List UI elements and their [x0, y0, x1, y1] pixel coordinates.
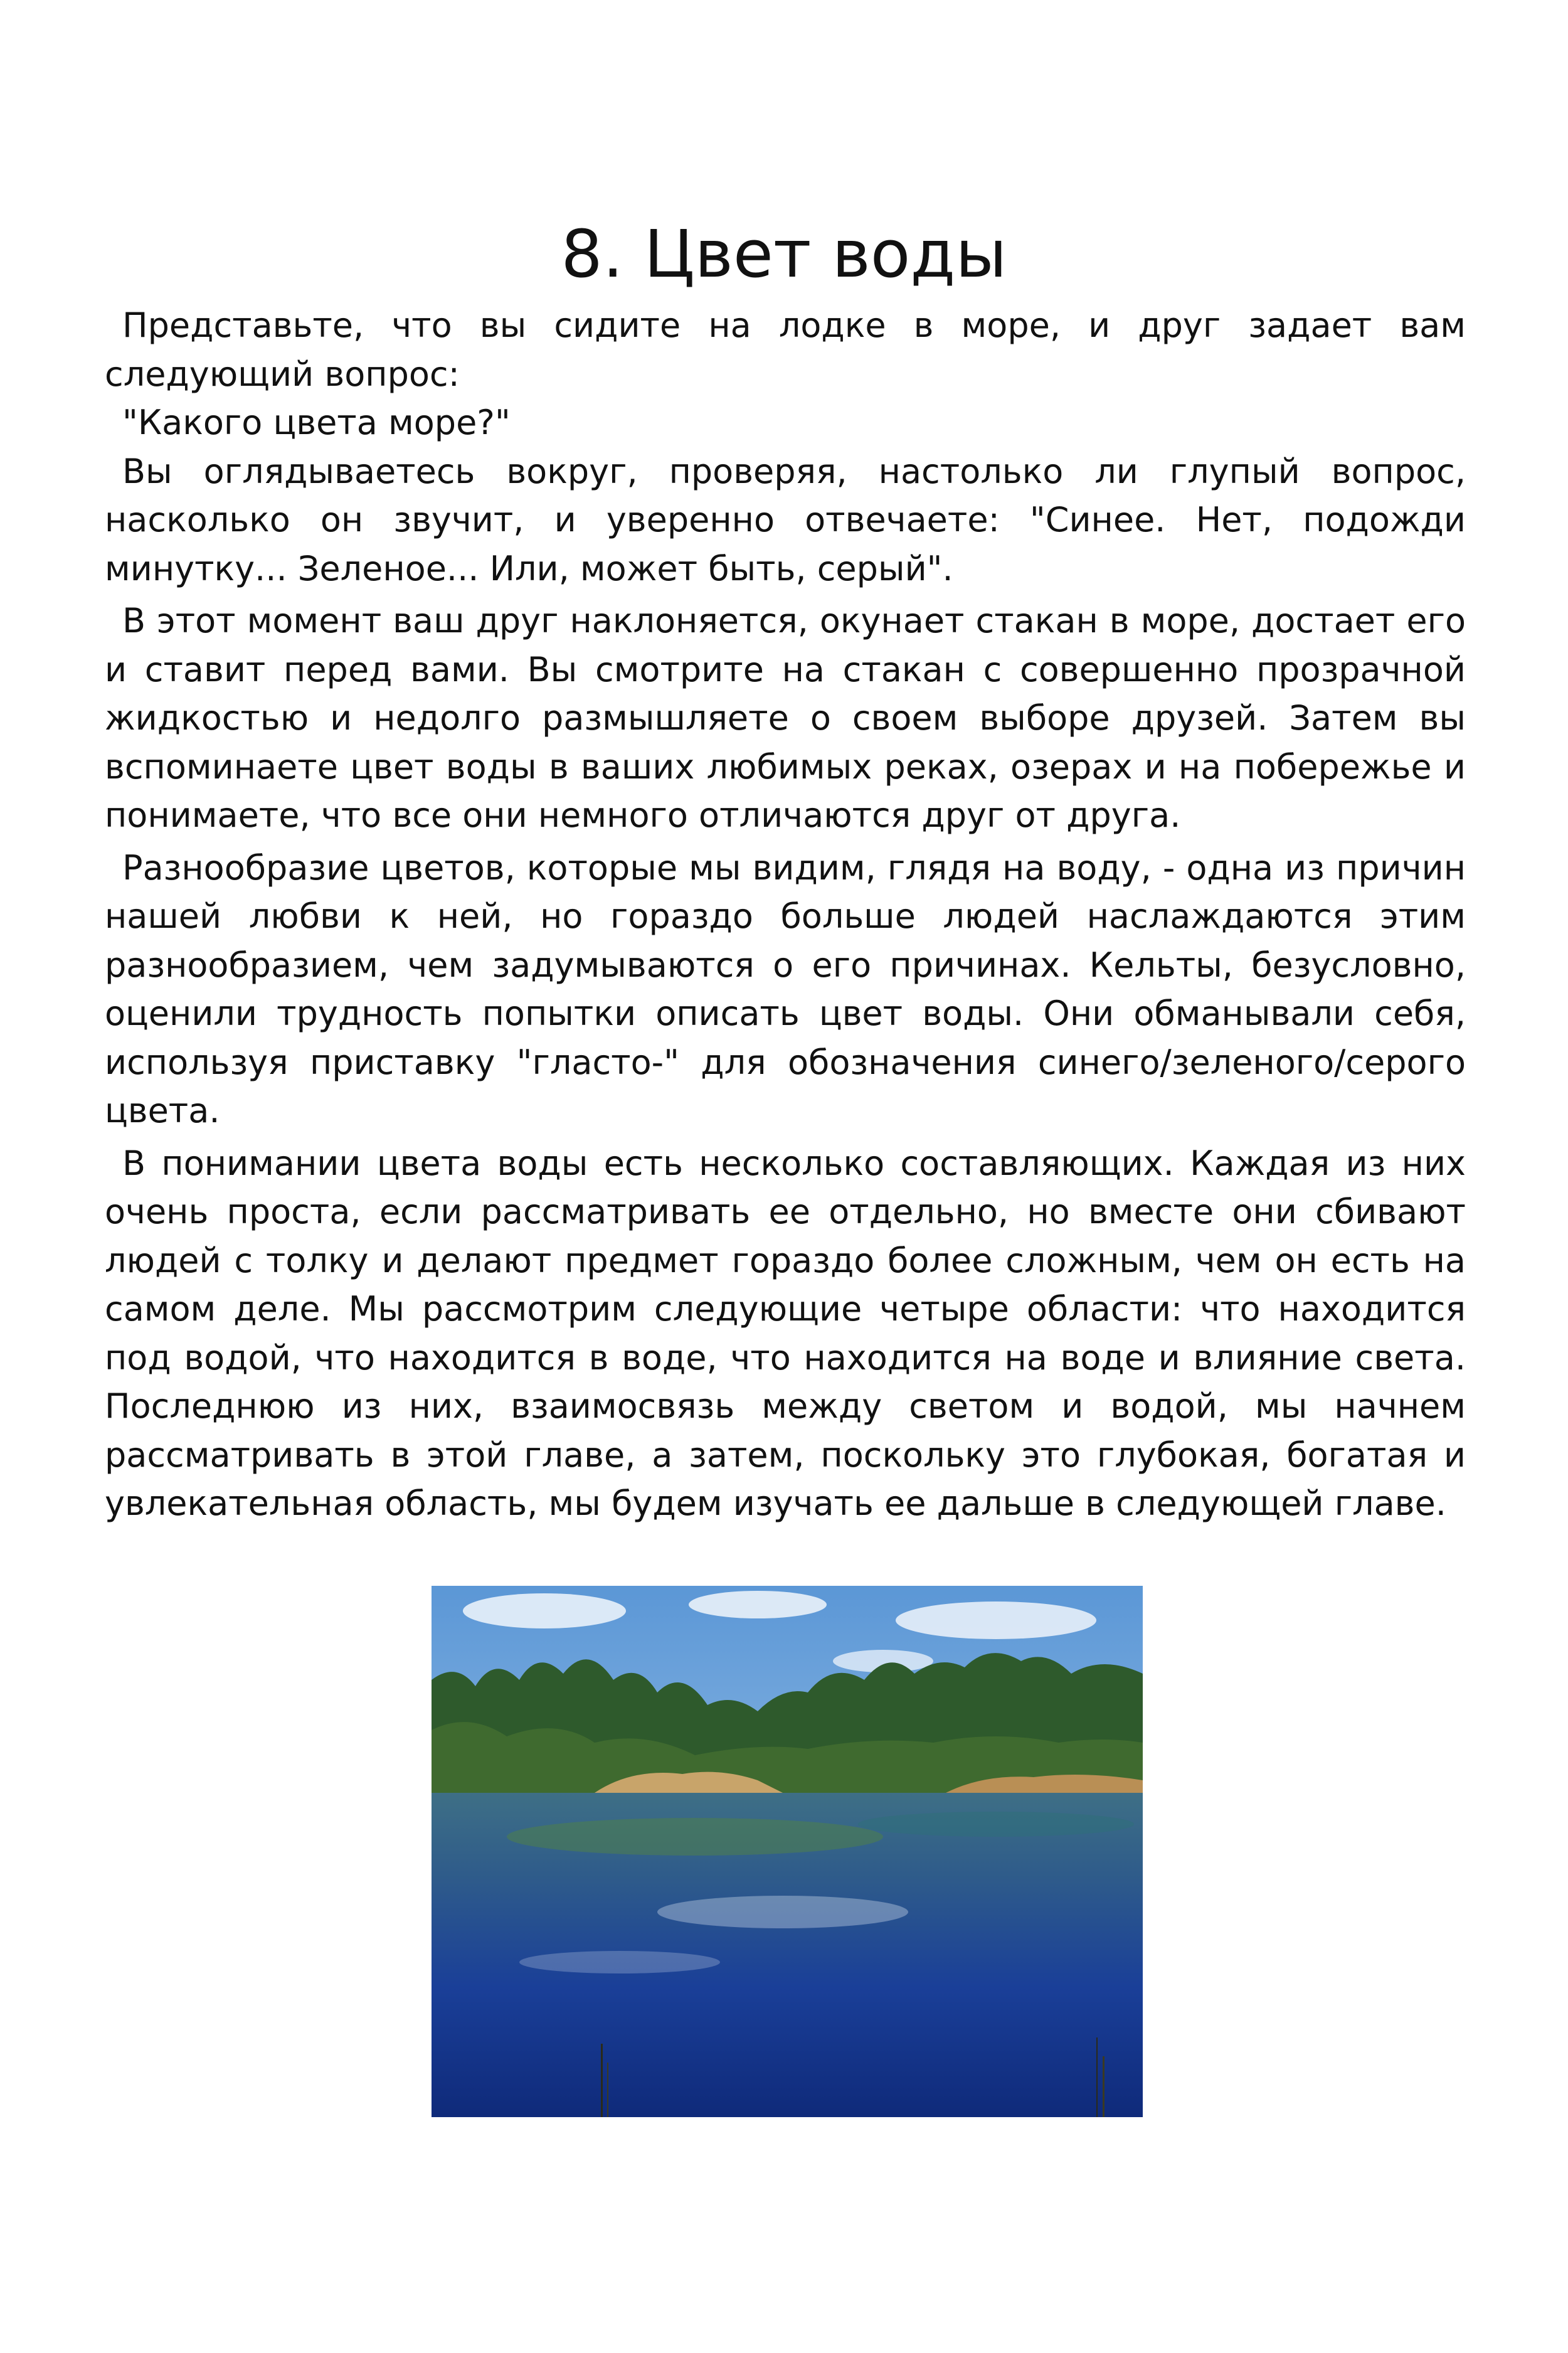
paragraph: В понимании цвета воды есть несколько составляющих. Каждая из них очень проста, если рассматривать ее отдельно, но вместе они сбивают людей с толку и делают предмет гораздо более сложным, чем он есть на самом деле. Мы рассмотрим следующие четыре области: что находится под водой, что находится в воде, что находится на воде и влияние света. Последнюю из них, взаимосвязь между светом и водой, мы начнем рассматривать в этой главе, а затем, поскольку это глубокая, богатая и увлекательная область, мы будем изучать ее дальше в следующей главе. — [105, 1143, 1466, 1523]
body-text — [105, 301, 1466, 1528]
paragraph: Вы оглядываетесь вокруг, проверяя, настолько ли глупый вопрос, насколько он звучит, и уверенно отвечаете: "Синее. Нет, подожди минутку... Зеленое... Или, может быть, серый". — [105, 451, 1466, 588]
lake-illustration — [432, 1586, 1143, 2117]
paragraph: Представьте, что вы сидите на лодке в море, и друг задает вам следующий вопрос: — [105, 305, 1466, 394]
paragraph: Разнообразие цветов, которые мы видим, глядя на воду, - одна из причин нашей любви к ней, но гораздо больше людей наслаждаются этим разнообразием, чем задумываются о его причинах. Кельты, безусловно, оценили трудность попытки описать цвет воды. Они обманывали себя, используя приставку "гласто-" для обозначения синего/зеленого/серого цвета. — [105, 847, 1466, 1130]
lake-photo — [432, 1586, 1143, 2117]
paragraph: "Какого цвета море?" — [122, 403, 511, 442]
page-title: 8. Цвет воды — [561, 216, 1007, 292]
paragraph: В этот момент ваш друг наклоняется, окунает стакан в море, достает его и ставит перед вами. Вы смотрите на стакан с совершенно прозрачной жидкостью и недолго размышляете о своем выборе друзей. Затем вы вспоминаете цвет воды в ваших любимых реках, озерах и на побережье и понимаете, что все они немного отличаются друг от друга. — [105, 601, 1466, 835]
